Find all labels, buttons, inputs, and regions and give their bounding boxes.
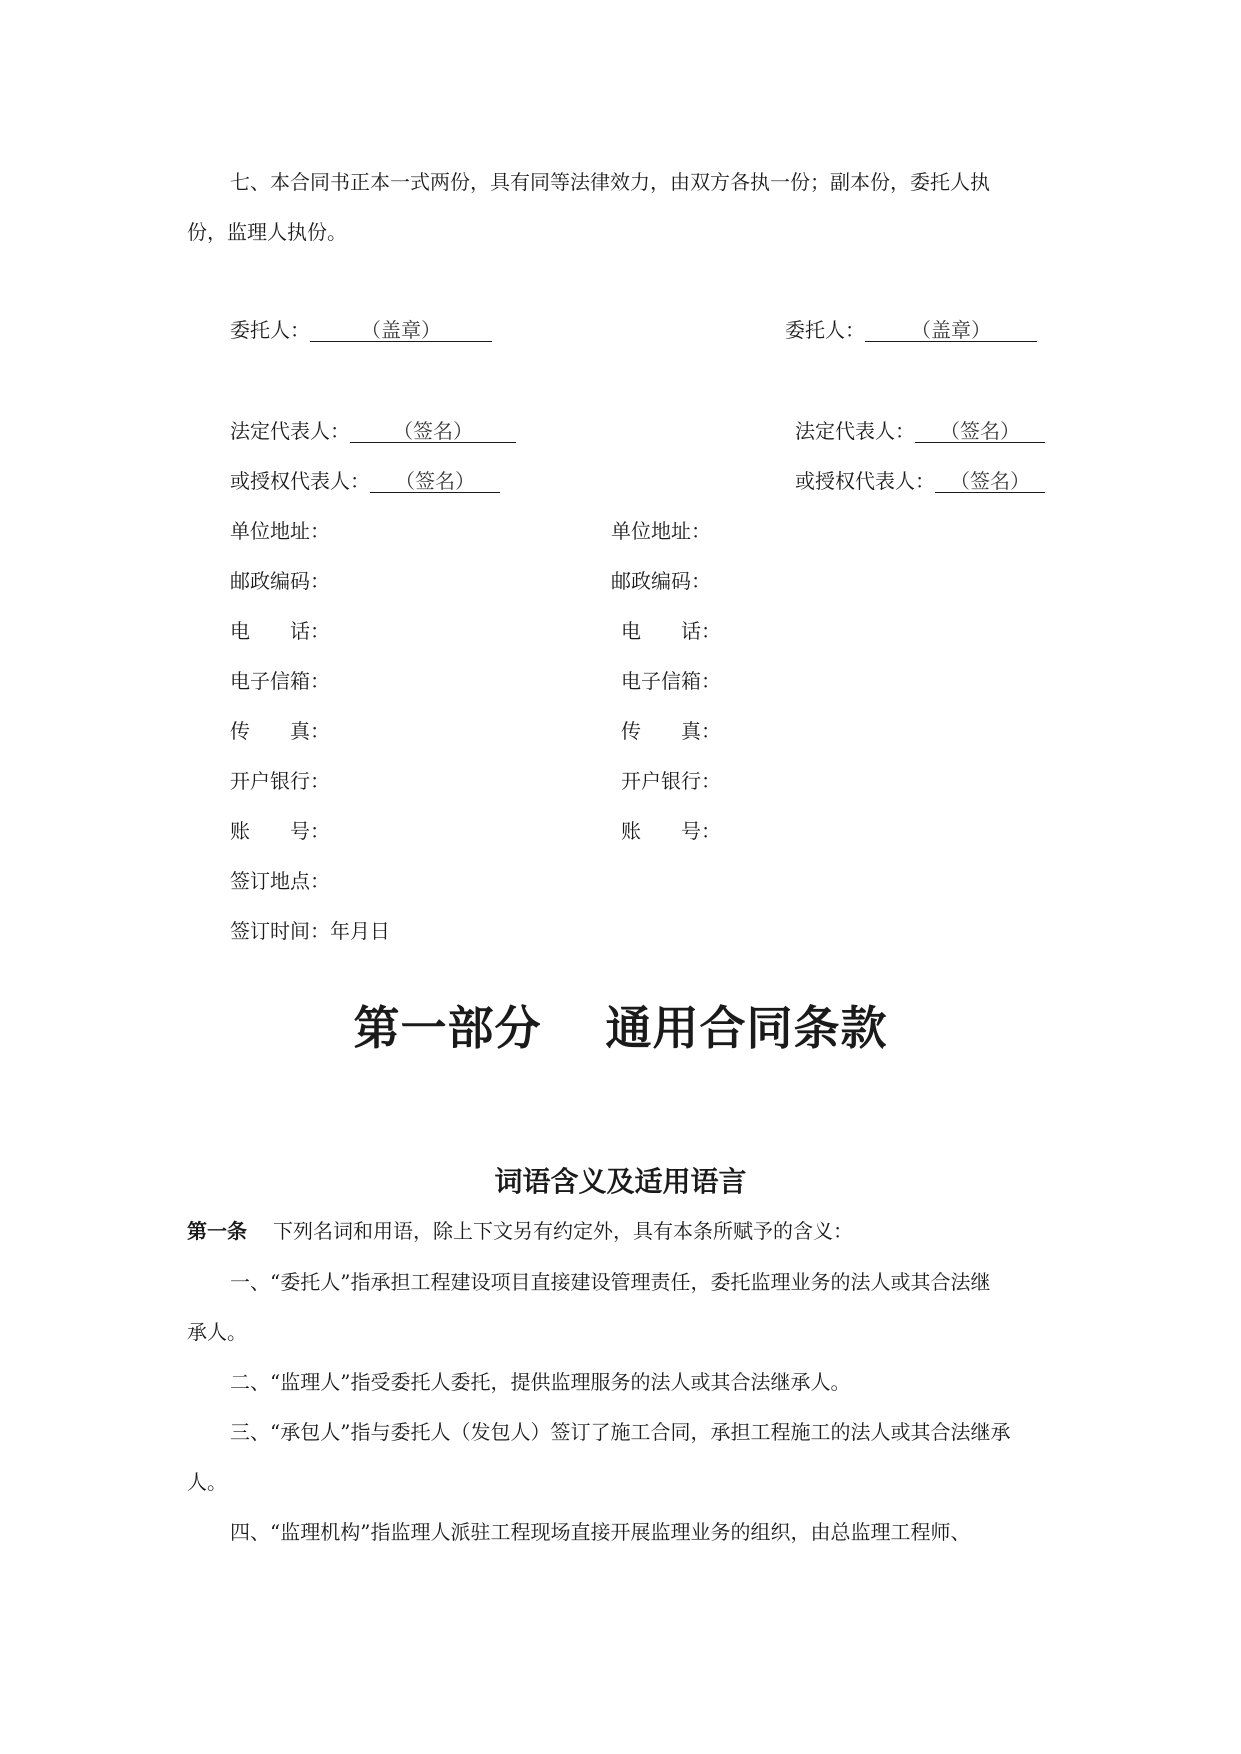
- right-postcode-label: 邮政编码：: [611, 569, 711, 593]
- left-auth-rep-row: [230, 469, 500, 493]
- part-title: 第一部分 通用合同条款: [353, 1001, 888, 1055]
- definition-3-line-2: 人。: [187, 1470, 227, 1494]
- clause-7-line-1: 七、本合同书正本一式两份，具有同等法律效力，由双方各执一份；副本份，委托人执: [230, 170, 990, 194]
- right-client-row: [785, 318, 1037, 342]
- clause-7-line-2: 份，监理人执份。: [187, 220, 347, 244]
- left-client-stamp-field[interactable]: （盖章）: [310, 319, 492, 342]
- right-auth-rep-label: 或授权代表人：: [795, 469, 935, 493]
- article-1: [187, 1219, 853, 1243]
- left-client-label: 委托人：: [230, 318, 310, 342]
- right-auth-rep-row: [795, 469, 1045, 493]
- section-title: 词语含义及适用语言: [494, 1165, 747, 1198]
- left-auth-rep-label: 或授权代表人：: [230, 469, 370, 493]
- right-address-label: 单位地址：: [611, 519, 711, 543]
- left-email-label: 电子信箱：: [230, 669, 330, 693]
- left-address-label: 单位地址：: [230, 519, 330, 543]
- right-legal-rep-row: [795, 419, 1045, 443]
- left-auth-rep-sign-field[interactable]: （签名）: [370, 470, 500, 493]
- right-account-label: 账 号：: [621, 819, 721, 843]
- right-bank-label: 开户银行：: [621, 769, 721, 793]
- left-fax-label: 传 真：: [230, 719, 330, 743]
- left-legal-rep-sign-field[interactable]: （签名）: [350, 420, 516, 443]
- right-auth-rep-sign-field[interactable]: （签名）: [935, 470, 1045, 493]
- definition-1-line-1: 一、“委托人”指承担工程建设项目直接建设管理责任，委托监理业务的法人或其合法继: [230, 1270, 991, 1294]
- sign-time-label: 签订时间：年月日: [230, 919, 390, 943]
- right-email-label: 电子信箱：: [621, 669, 721, 693]
- left-phone-label: 电 话：: [230, 619, 330, 643]
- left-postcode-label: 邮政编码：: [230, 569, 330, 593]
- left-client-row: [230, 318, 492, 342]
- left-account-label: 账 号：: [230, 819, 330, 843]
- sign-place-label: 签订地点：: [230, 869, 330, 893]
- right-client-stamp-field[interactable]: （盖章）: [865, 319, 1037, 342]
- right-fax-label: 传 真：: [621, 719, 721, 743]
- definition-3-line-1: 三、“承包人”指与委托人（发包人）签订了施工合同，承担工程施工的法人或其合法继承: [230, 1420, 1011, 1444]
- definition-4: 四、“监理机构”指监理人派驻工程现场直接开展监理业务的组织，由总监理工程师、: [230, 1520, 971, 1544]
- right-legal-rep-sign-field[interactable]: （签名）: [915, 420, 1045, 443]
- right-legal-rep-label: 法定代表人：: [795, 419, 915, 443]
- definition-1-line-2: 承人。: [187, 1320, 247, 1344]
- left-legal-rep-label: 法定代表人：: [230, 419, 350, 443]
- left-legal-rep-row: [230, 419, 516, 443]
- right-client-label: 委托人：: [785, 318, 865, 342]
- article-1-text: 下列名词和用语，除上下文另有约定外，具有本条所赋予的含义：: [273, 1219, 853, 1243]
- definition-2: 二、“监理人”指受委托人委托，提供监理服务的法人或其合法继承人。: [230, 1370, 851, 1394]
- left-bank-label: 开户银行：: [230, 769, 330, 793]
- right-phone-label: 电 话：: [621, 619, 721, 643]
- article-1-label: 第一条: [187, 1219, 247, 1243]
